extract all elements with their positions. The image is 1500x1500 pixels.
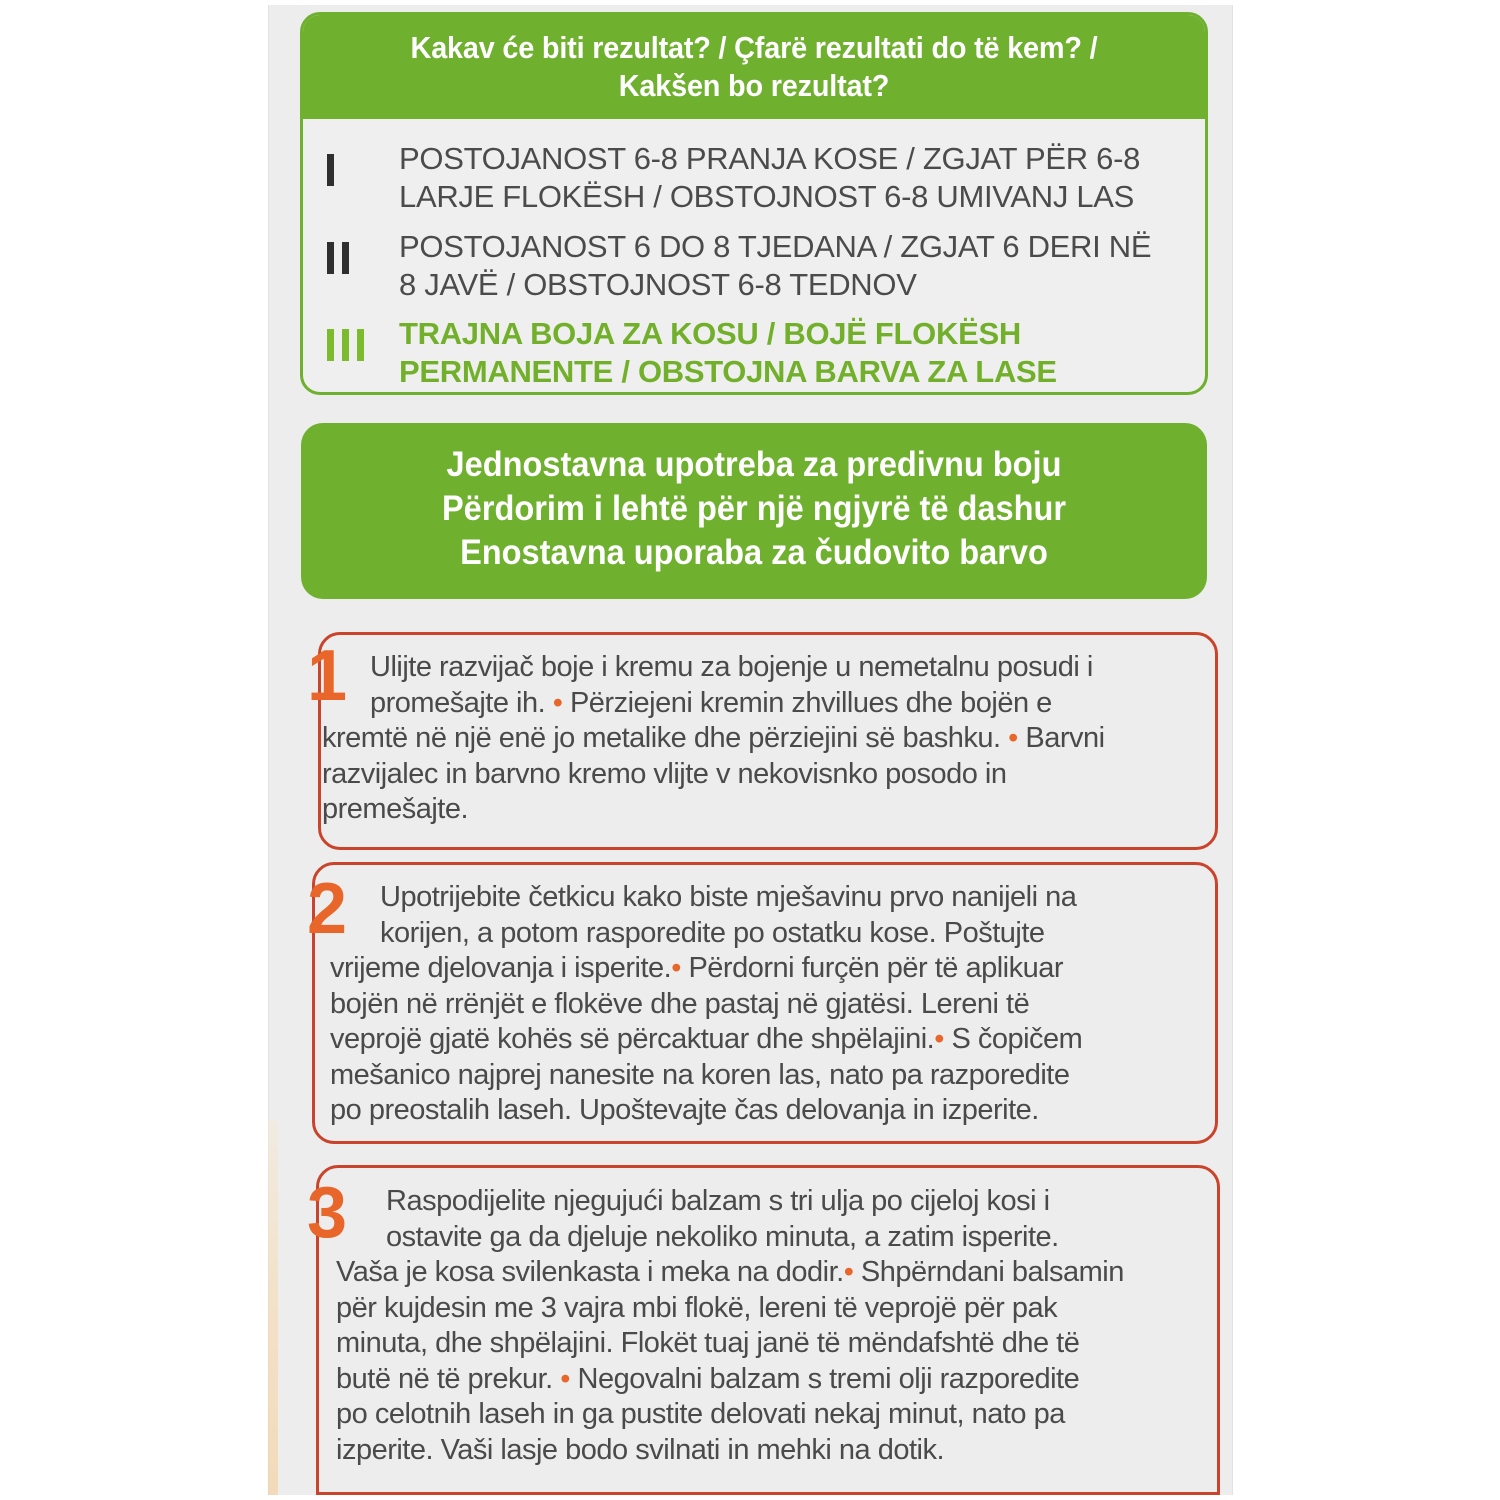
level-1-text <box>399 140 1199 216</box>
step-1-line: kremtë në një enë jo metalike dhe përziejini së bashku. <box>322 722 1001 754</box>
step-1-number: 1 <box>307 636 348 716</box>
step-2-number: 2 <box>307 869 348 949</box>
package-edge <box>268 1120 278 1495</box>
level-1-mark-icon <box>327 154 334 186</box>
result-section <box>300 12 1208 395</box>
step-3-line: minuta, dhe shpëlajini. Flokët tuaj janë të mëndafshtë dhe të <box>336 1327 1080 1359</box>
step-1-line: Përziejeni kremin zhvillues dhe bojën e <box>569 686 1052 719</box>
usage-title-box <box>301 423 1207 599</box>
step-3-number: 3 <box>307 1173 348 1253</box>
bullet: • <box>1008 722 1018 754</box>
bullet: • <box>552 686 563 719</box>
level-1-line1: POSTOJANOST 6-8 PRANJA KOSE / ZGJAT PËR 6-8 <box>399 141 1141 176</box>
step-3-line: Shpërndani balsamin <box>860 1256 1124 1288</box>
step-3-line: Vaša je kosa svilenkasta i meka na dodir. <box>336 1256 844 1288</box>
step-3-line: izperite. Vaši lasje bodo svilnati in mehki na dotik. <box>336 1433 945 1466</box>
step-2-line: po preostalih laseh. Upoštevajte čas delovanja in izperite. <box>330 1094 1039 1126</box>
result-heading <box>303 15 1205 119</box>
level-3-text <box>399 315 1199 391</box>
step-3-text-bottom <box>336 1255 1212 1468</box>
step-3-text-top <box>386 1184 1211 1255</box>
step-2-line: Përdorni furçën për të aplikuar <box>688 952 1064 984</box>
step-1-text-bottom <box>322 721 1212 828</box>
result-heading-line1: Kakav će biti rezultat? / Çfarë rezultati do të kem? / <box>410 30 1098 65</box>
step-2-text-top <box>380 880 1210 951</box>
step-2-line: Upotrijebite četkicu kako biste mješavinu prvo nanijeli na <box>380 881 1077 913</box>
step-2-line: veprojë gjatë kohës së përcaktuar dhe shpëlajini. <box>330 1023 935 1055</box>
level-2-line2: 8 JAVË / OBSTOJNOST 6-8 TEDNOV <box>399 267 917 302</box>
level-3-line2: PERMANENTE / OBSTOJNA BARVA ZA LASE <box>399 354 1057 389</box>
bullet: • <box>843 1256 854 1288</box>
step-3-line: butë në të prekur. <box>336 1362 553 1395</box>
bullet: • <box>934 1023 944 1055</box>
step-3-line: po celotnih laseh in ga pustite delovati nekaj minut, nato pa <box>336 1398 1065 1430</box>
step-1-line: Barvni <box>1025 722 1105 754</box>
step-3-line: Raspodijelite njegujući balzam s tri ulja po cijeloj kosi i <box>386 1185 1050 1217</box>
step-1-line: razvijalec in barvno kremo vlijte v nekovisnko posodo in <box>322 757 1007 790</box>
bullet: • <box>560 1362 570 1395</box>
step-2-line: mešanico najprej nanesite na koren las, nato pa razporedite <box>330 1058 1070 1091</box>
usage-title-line1: Jednostavna upotreba za predivnu boju <box>446 445 1062 484</box>
level-2-text <box>399 228 1199 304</box>
step-1-text-top <box>370 650 1210 721</box>
step-1-line: Ulijte razvijač boje i kremu za bojenje u nemetalnu posudi i <box>370 651 1093 683</box>
step-1-line: premešajte. <box>322 793 469 825</box>
step-1-line: promešajte ih. <box>370 686 546 719</box>
step-3-line: Negovalni balzam s tremi olji razporedite <box>577 1362 1080 1395</box>
step-3-line: për kujdesin me 3 vajra mbi flokë, lereni të veprojë për pak <box>336 1291 1058 1324</box>
level-3-mark-icon <box>327 329 364 361</box>
level-2-mark-icon <box>327 242 349 274</box>
step-3-line: ostavite ga da djeluje nekoliko minuta, a zatim isperite. <box>386 1220 1059 1253</box>
usage-title-line2: Përdorim i lehtë për një ngjyrë të dashur <box>441 489 1067 528</box>
step-2-line: vrijeme djelovanja i isperite. <box>330 952 672 984</box>
level-1-line2: LARJE FLOKËSH / OBSTOJNOST 6-8 UMIVANJ LAS <box>399 179 1135 214</box>
level-2-line1: POSTOJANOST 6 DO 8 TJEDANA / ZGJAT 6 DERI NË <box>399 229 1152 264</box>
step-2-line: korijen, a potom rasporedite po ostatku kose. Poštujte <box>380 916 1045 949</box>
step-2-text-bottom <box>330 951 1210 1129</box>
usage-title-line3: Enostavna uporaba za čudovito barvo <box>460 533 1048 572</box>
step-2-line: bojën në rrënjët e flokëve dhe pastaj në gjatësi. Lereni të <box>330 987 1030 1020</box>
step-2-line: S čopičem <box>951 1023 1083 1055</box>
level-3-line1: TRAJNA BOJA ZA KOSU / BOJË FLOKËSH <box>399 316 1021 351</box>
bullet: • <box>671 952 681 984</box>
result-heading-line2: Kakšen bo rezultat? <box>618 68 890 103</box>
